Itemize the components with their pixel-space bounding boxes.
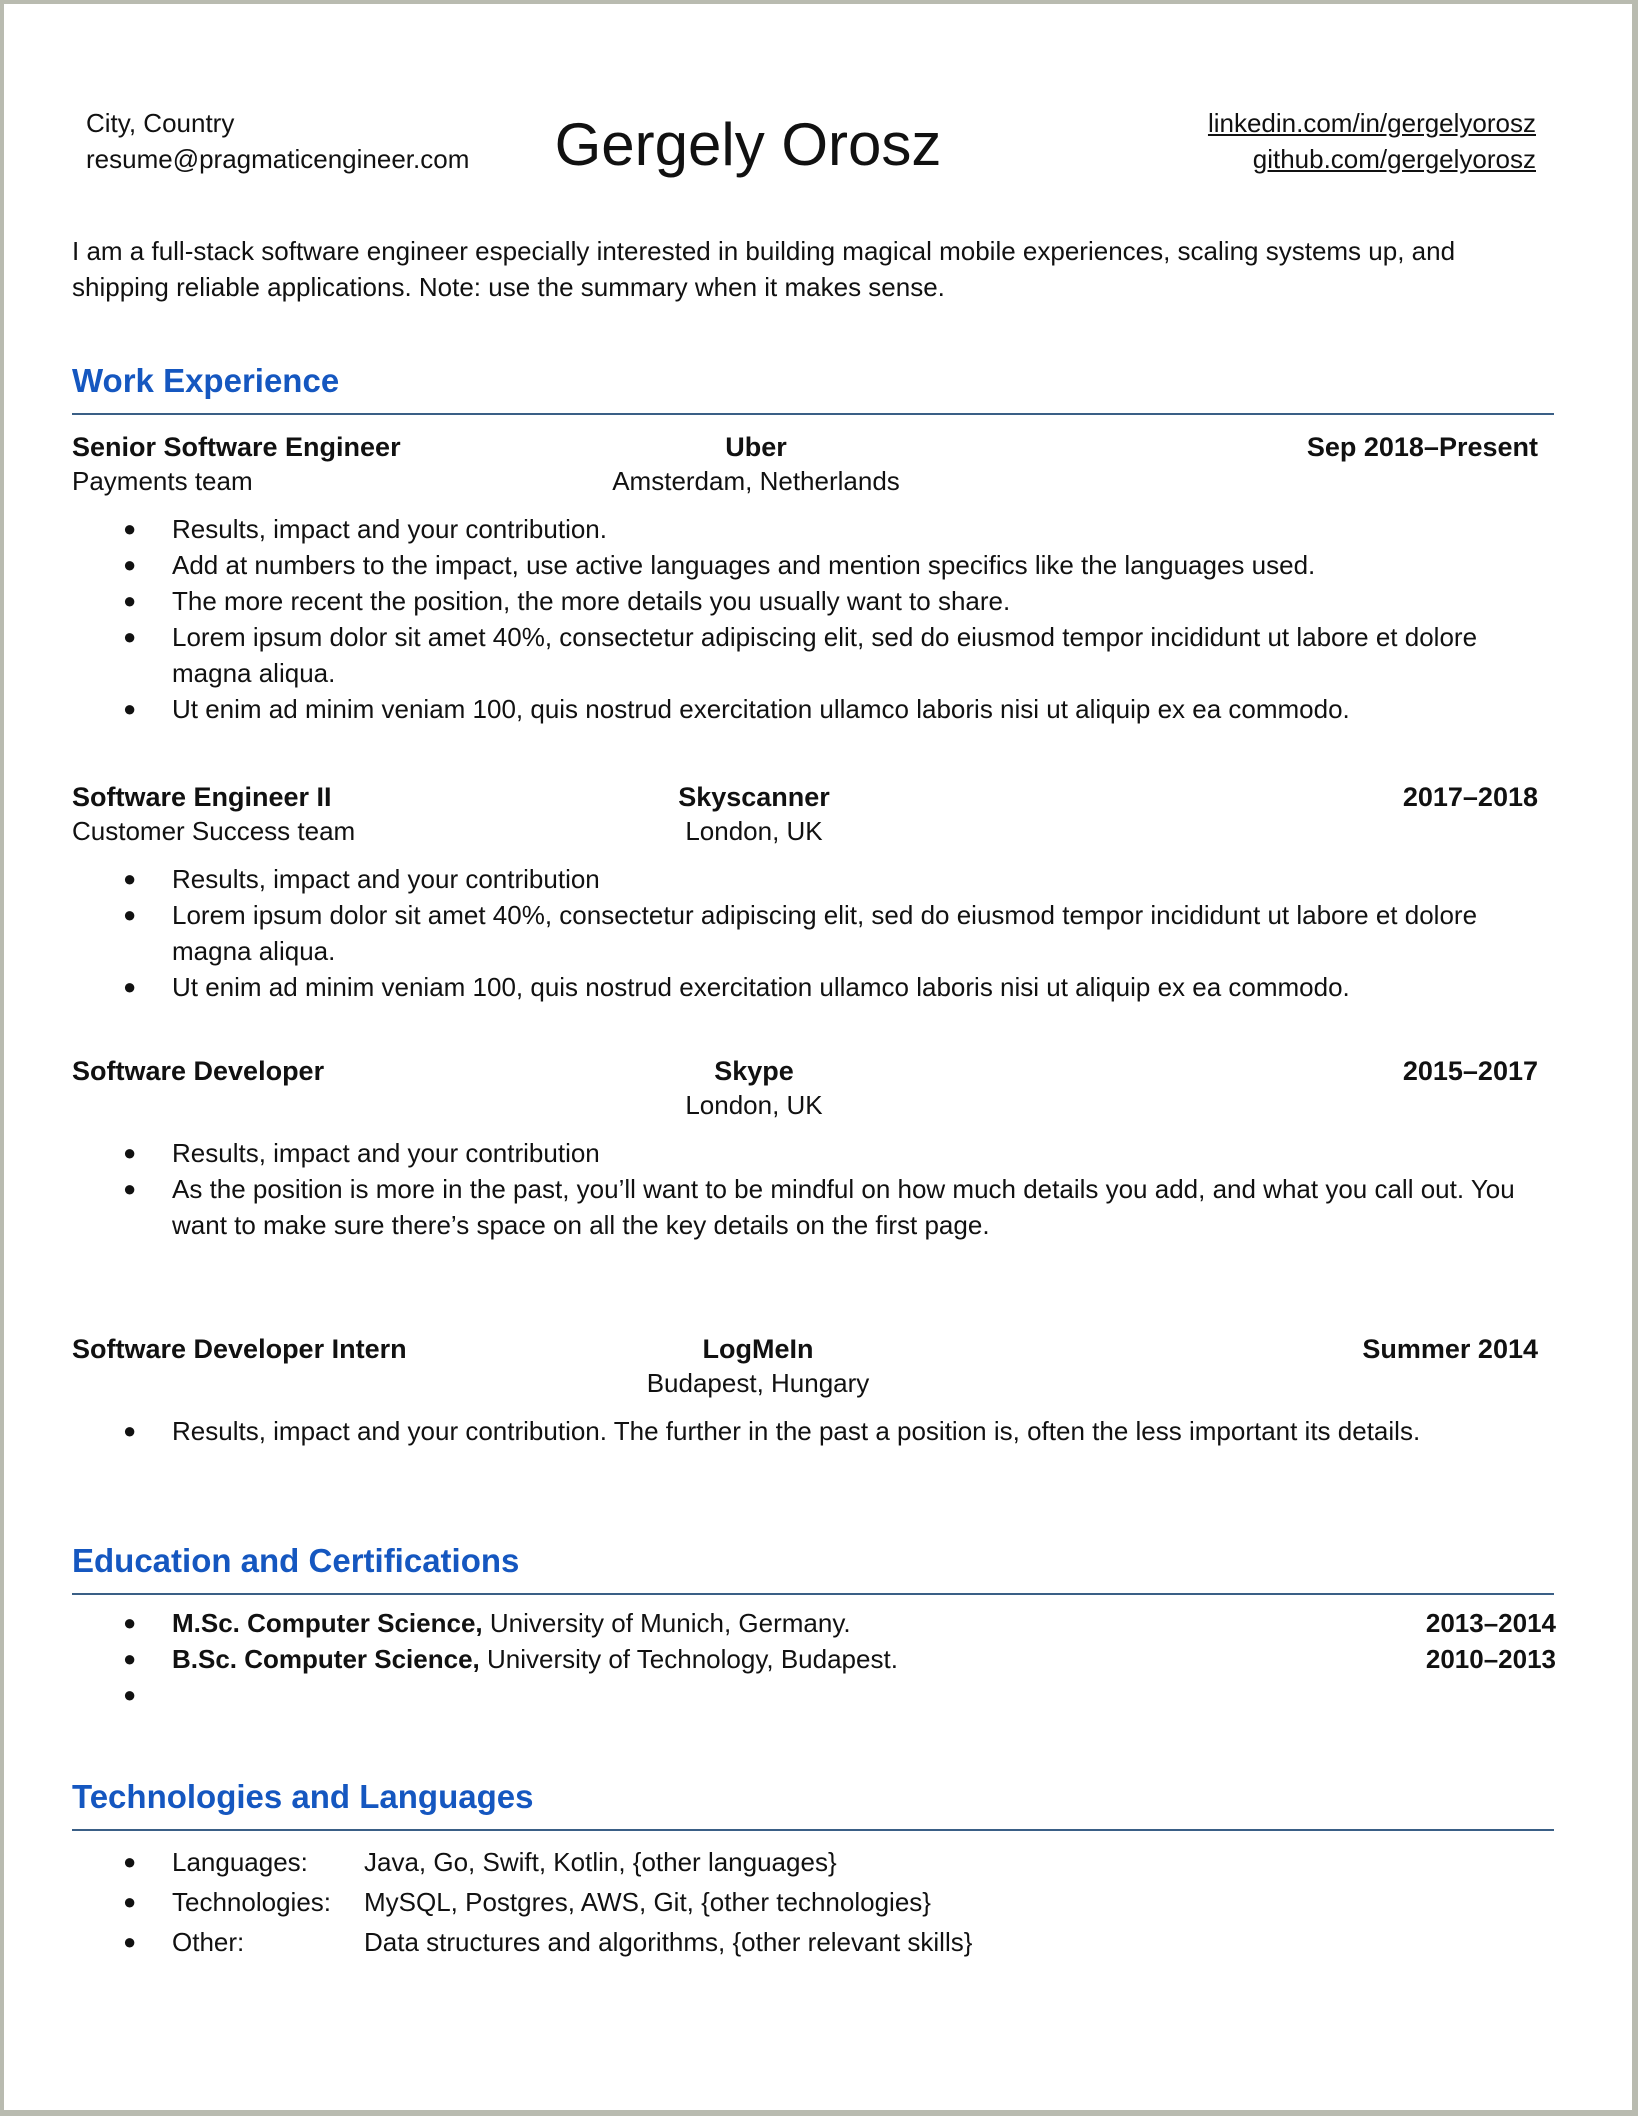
job-bullets xyxy=(72,511,1542,727)
education-item xyxy=(72,1605,1556,1641)
job-company: Uber xyxy=(725,432,787,462)
job-title: Software Engineer II xyxy=(72,782,332,812)
list-item: ● Lorem ipsum dolor sit amet 40%, consectetur adipiscing elit, sed do eiusmod tempor incididunt ut labore et dolore magna aliqua. xyxy=(72,897,1542,969)
job-dates: Summer 2014 xyxy=(1362,1334,1538,1364)
job-company: Skyscanner xyxy=(678,782,830,812)
education-dates: 2010–2013 xyxy=(1425,1644,1556,1674)
skill-value: Data structures and algorithms, {other relevant skills} xyxy=(364,1927,973,1957)
job-bullets xyxy=(72,1413,1542,1449)
list-item: ● Results, impact and your contribution xyxy=(72,1135,1542,1171)
job-location: London, UK xyxy=(685,816,823,846)
skill-item xyxy=(72,1882,1542,1922)
skill-value: Java, Go, Swift, Kotlin, {other languages} xyxy=(364,1847,837,1877)
list-item: ● Ut enim ad minim veniam 100, quis nostrud exercitation ullamco laboris nisi ut aliquip ex ea commodo. xyxy=(72,969,1542,1005)
skill-label: Technologies: xyxy=(172,1887,331,1917)
github-link[interactable]: github.com/gergelyorosz xyxy=(1252,144,1536,174)
skills-list xyxy=(72,1842,1542,1962)
list-item: ● As the position is more in the past, you’ll want to be mindful on how much details you add, and what you call out. You want to make sure there’s space on all the key details on the first page. xyxy=(72,1171,1542,1243)
skill-value: MySQL, Postgres, AWS, Git, {other technologies} xyxy=(364,1887,931,1917)
job-title: Software Developer xyxy=(72,1056,325,1086)
list-item: ● The more recent the position, the more details you usually want to share. xyxy=(72,583,1542,619)
skill-label: Languages: xyxy=(172,1847,308,1877)
summary-text: I am a full-stack software engineer especially interested in building magical mobile experiences, scaling systems up, and shipping reliable applications. Note: use the summary when it makes sense. xyxy=(72,236,1456,302)
candidate-name: Gergely Orosz xyxy=(554,111,942,178)
degree-text: M.Sc. Computer Science, xyxy=(172,1608,483,1638)
list-item: ● Results, impact and your contribution. xyxy=(72,511,1542,547)
section-divider xyxy=(72,1829,1554,1831)
job-location: London, UK xyxy=(685,1090,823,1120)
list-item: ● Results, impact and your contribution. The further in the past a position is, often the less important its details. xyxy=(72,1413,1542,1449)
job-location: Budapest, Hungary xyxy=(646,1368,870,1398)
school-text: University of Munich, Germany. xyxy=(482,1608,851,1638)
location-text: City, Country xyxy=(86,108,235,138)
job-title: Senior Software Engineer xyxy=(72,432,401,462)
resume-page xyxy=(4,4,1632,2110)
job-bullets xyxy=(72,861,1542,1005)
education-dates: 2013–2014 xyxy=(1425,1608,1556,1638)
list-item: ● Results, impact and your contribution xyxy=(72,861,1542,897)
education-item-empty xyxy=(72,1677,1542,1713)
job-team: Payments team xyxy=(72,466,253,496)
section-divider xyxy=(72,1593,1554,1595)
job-company: Skype xyxy=(714,1056,794,1086)
section-title-skills: Technologies and Languages xyxy=(72,1778,534,1815)
job-bullets xyxy=(72,1135,1542,1243)
skill-label: Other: xyxy=(172,1927,245,1957)
list-item: ● Lorem ipsum dolor sit amet 40%, consectetur adipiscing elit, sed do eiusmod tempor incididunt ut labore et dolore magna aliqua. xyxy=(72,619,1542,691)
skill-item xyxy=(72,1922,1542,1962)
school-text: University of Technology, Budapest. xyxy=(479,1644,898,1674)
list-item: ● Add at numbers to the impact, use active languages and mention specifics like the languages used. xyxy=(72,547,1542,583)
degree-text: B.Sc. Computer Science, xyxy=(172,1644,480,1674)
job-company: LogMeIn xyxy=(702,1334,814,1364)
job-dates: 2015–2017 xyxy=(1402,1056,1538,1086)
skill-item xyxy=(72,1842,1542,1882)
job-title: Software Developer Intern xyxy=(72,1334,407,1364)
education-list xyxy=(72,1605,1556,1713)
section-title-work: Work Experience xyxy=(72,362,340,399)
education-item xyxy=(72,1641,1556,1677)
email-text: resume@pragmaticengineer.com xyxy=(86,144,470,174)
contact-right xyxy=(1208,105,1536,177)
job-dates: 2017–2018 xyxy=(1402,782,1538,812)
list-item: ● Ut enim ad minim veniam 100, quis nostrud exercitation ullamco laboris nisi ut aliquip ex ea commodo. xyxy=(72,691,1542,727)
section-divider xyxy=(72,413,1554,415)
job-dates: Sep 2018–Present xyxy=(1306,432,1538,462)
job-team: Customer Success team xyxy=(72,816,356,846)
job-location: Amsterdam, Netherlands xyxy=(612,466,900,496)
section-title-education: Education and Certifications xyxy=(72,1542,520,1579)
linkedin-link[interactable]: linkedin.com/in/gergelyorosz xyxy=(1207,108,1536,138)
